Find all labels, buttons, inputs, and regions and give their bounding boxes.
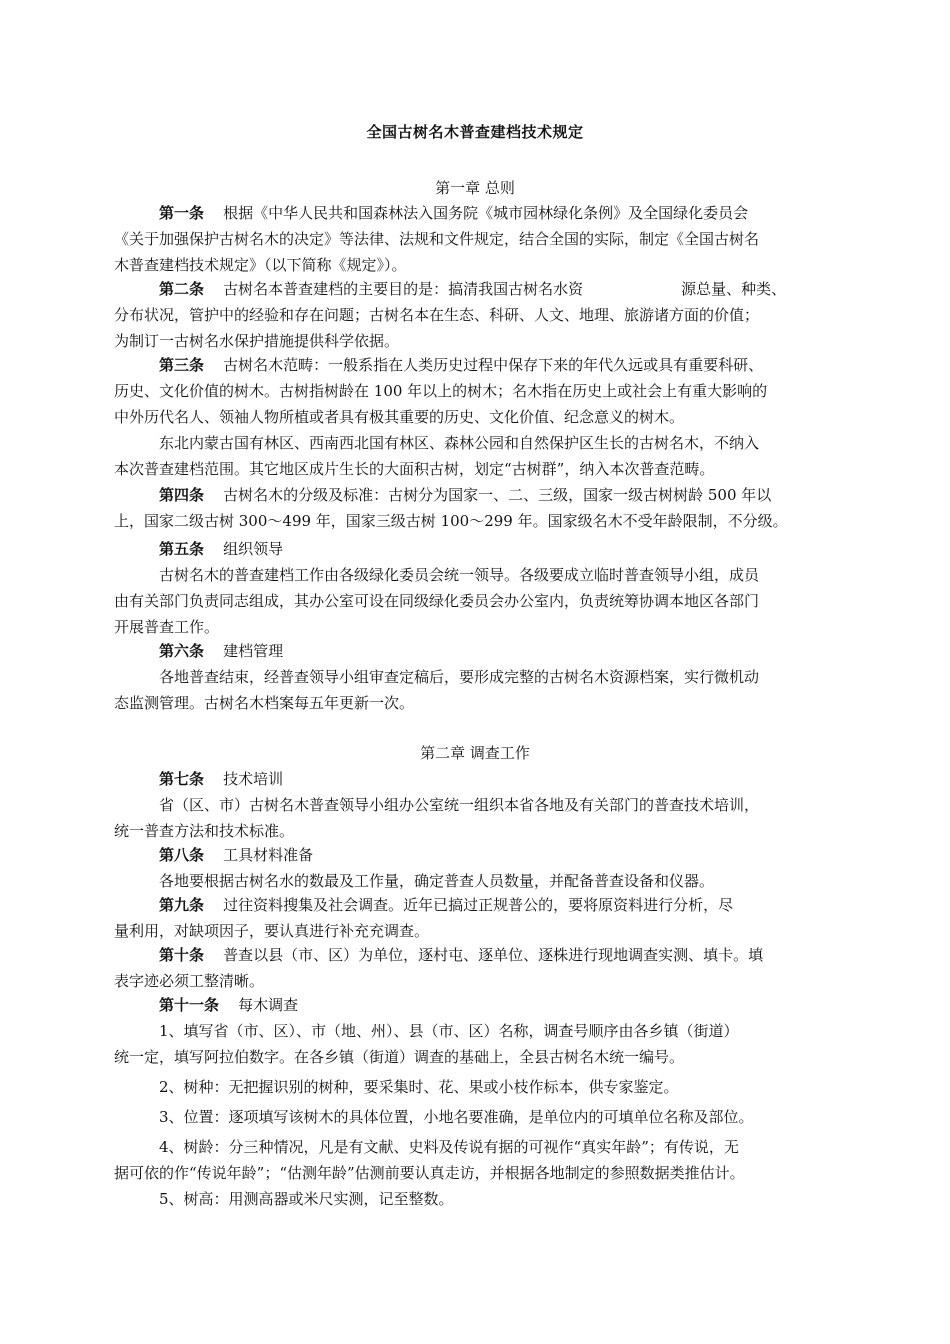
article-7: 第七条 技术培训 省（区、市）古树名木普查领导小组办公室统一组织本省各地及有关部门的普查技术培训， 统一普查方法和技术标准。 — [114, 770, 760, 840]
article-8: 第八条 工具材料准备 各地要根据古树名水的数最及工作量，确定普查人员数量，并配备普查设备和仪器。 — [159, 846, 715, 890]
article-1: 第一条 根据《中华人民共和国森林法入国务院《城市园林绿化条例》及全国绿化委员会 《关于加强保护古树名木的决定》等法律、法规和文件规定，结合全国的实际，制定《全国古树名 木普查建档技术规定》（以下简称《规定》）。 — [114, 204, 760, 274]
article-3-number: 第三条 — [159, 356, 205, 374]
list-item: 4、树龄：分三种情况，凡是有文献、史料及传说有据的可视作“真实年龄”；有传说，无 — [159, 1138, 739, 1156]
article-1-number: 第一条 — [159, 204, 205, 222]
article-2-number: 第二条 — [159, 280, 205, 298]
chapter-1-heading: 第一章 总则 — [435, 179, 515, 197]
article-4-number: 第四条 — [159, 486, 205, 504]
article-6-number: 第六条 — [159, 642, 205, 660]
list-item: 5、树高：用测高器或米尺实测，记至整数。 — [159, 1190, 454, 1208]
article-8-number: 第八条 — [159, 846, 205, 864]
article-11-number: 第十一条 — [159, 996, 220, 1014]
article-5: 第五条 组织领导 古树名木的普查建档工作由各级绿化委员会统一领导。各级要成立临时普查领导小组，成员 由有关部门负责同志组成，其办公室可设在同级绿化委员会办公室内，负责统筹协调本地区各部门 开展普查工作。 — [114, 540, 760, 636]
article-6: 第六条 建档管理 各地普查结束，经普查领导小组审查定稿后，要形成完整的古树名木资源档案，实行微机动 态监测管理。古树名木档案每五年更新一次。 — [114, 642, 760, 712]
article-5-number: 第五条 — [159, 540, 205, 558]
chapter-2-heading: 第二章 调查工作 — [420, 744, 530, 762]
article-7-number: 第七条 — [159, 770, 205, 788]
article-10-number: 第十条 — [159, 946, 205, 964]
list-item: 3、位置：逐项填写该树木的具体位置，小地名要准确，是单位内的可填单位名称及部位。 — [159, 1108, 754, 1126]
article-2: 第二条 古树名本普查建档的主要目的是：搞清我国古树名水资 源总量、种类、 分布状况，管护中的经验和存在问题；古树名本在生态、科研、人文、地理、旅游诸方面的价值； 为制订一古树名水保护措施提供科学依据。 — [114, 280, 787, 350]
article-10: 第十条 普查以县（市、区）为单位，逐村屯、逐单位、逐株进行现地调查实测、填卡。填 表字迹必须工整清晰。 — [114, 946, 764, 990]
list-item: 2、树种：无把握识别的树种，要采集时、花、果或小枝作标本，供专家鉴定。 — [159, 1078, 679, 1096]
article-3: 第三条 古树名木范畴：一般系指在人类历史过程中保存下来的年代久远或具有重要科研、 历史、文化价值的树木。古树指树龄在 100 年以上的树木；名木指在历史上或社会上有重大影响的 中外历代名人、领袖人物所植或者具有极其重要的历史、文化价值、纪念意义的树木。 东北内蒙古国有林区、西南西北国有林区、森林公园和自然保护区生长的古树名木，不纳入 本次普查建档范围。其它地区成片生长的大面积古树，划定“古树群”，纳入本次普查范畴。 — [114, 356, 768, 478]
article-9: 第九条 过往资料搜集及社会调查。近年已搞过正规普公的，要将原资料进行分析，尽 量利用，对缺项因子，要认真进行补充充调查。 — [114, 896, 734, 940]
list-item: 1、填写省（市、区）、市（地、州）、县（市、区）名称，调查号顺序由各乡镇（街道） — [159, 1022, 739, 1040]
article-4: 第四条 古树名木的分级及标准：古树分为国家一、二、三级，国家一级古树树龄 500 年以 上，国家二级古树 300～499 年，国家三级古树 100～299 年。国家级名木不受年龄限制，不分级。 — [114, 486, 788, 530]
article-11: 第十一条 每木调查 1、填写省（市、区）、市（地、州）、县（市、区）名称，调查号顺序由各乡镇（街道） 统一定，填写阿拉伯数字。在各乡镇（街道）调查的基础上，全县古树名木统一编号。 2、树种：无把握识别的树种，要采集时、花、果或小枝作标本，供专家鉴定。 3、位置：逐项填写该树木的具体位置，小地名要准确，是单位内的可填单位名称及部位。 4、树龄：分三种情况，凡是有文献、史料及传说有据的可视作“真实年龄”；有传说，无 据可依的作“传说年龄”；“估测年龄”估测前要认真走访，并根据各地制定的参照数据类推估计。 5、树高：用测高器或米尺实测，记至整数。 — [114, 992, 834, 1212]
document-title: 全国古树名木普查建档技术规定 — [366, 123, 584, 141]
article-9-number: 第九条 — [159, 896, 205, 914]
